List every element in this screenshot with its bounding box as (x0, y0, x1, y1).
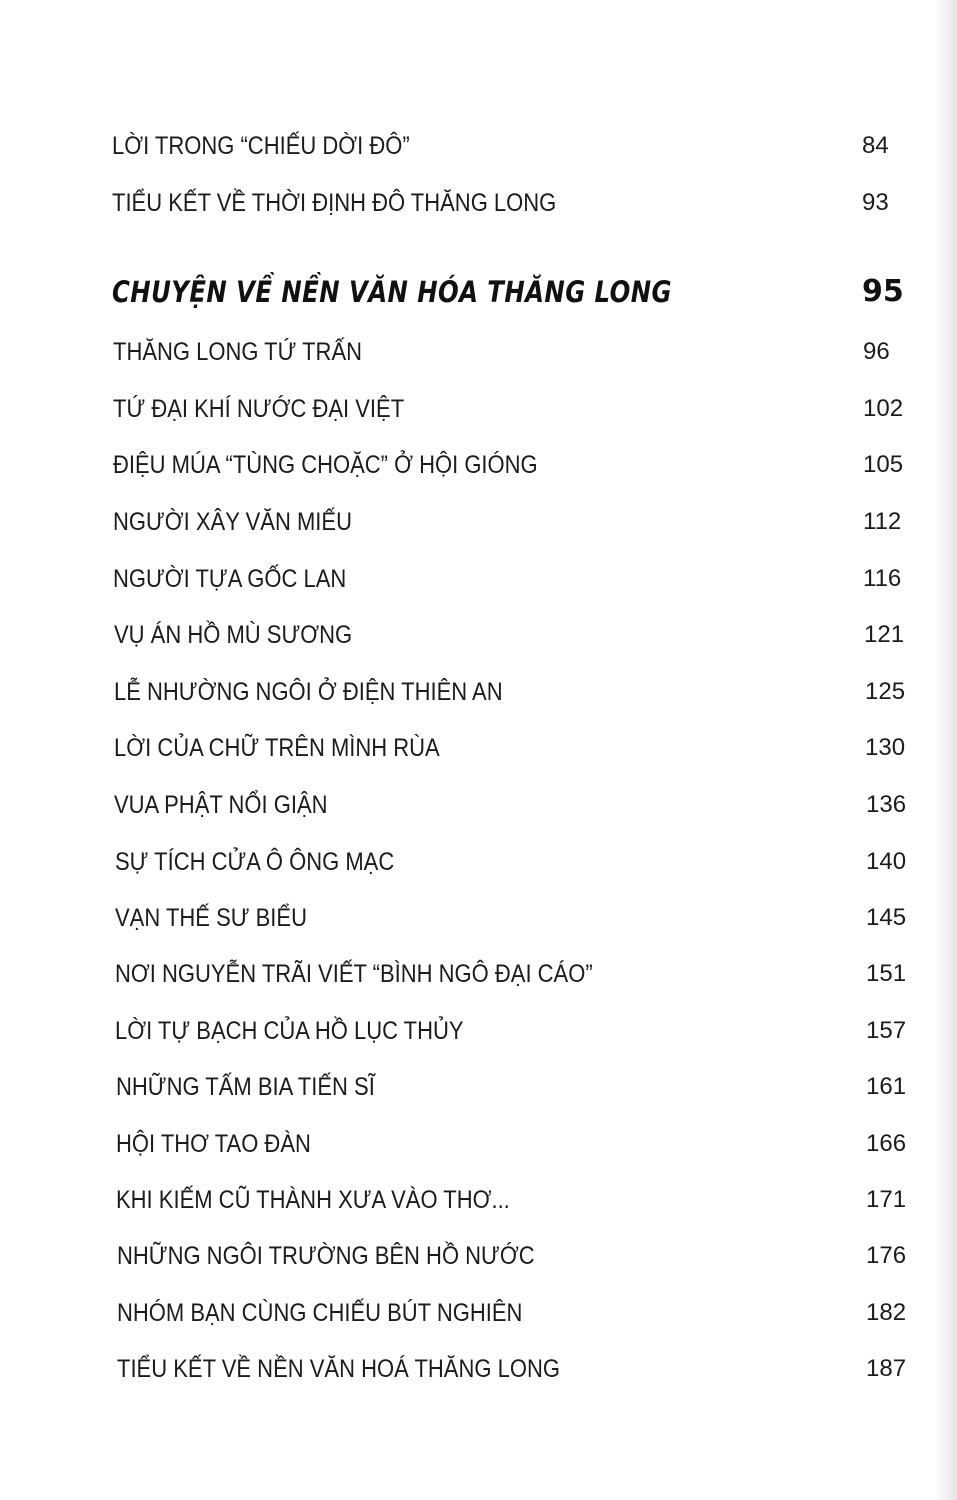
toc-entry[interactable] (113, 559, 913, 599)
toc-entry[interactable] (116, 1180, 916, 1220)
toc-section-title: CHUYỆN VỀ NỀN VĂN HÓA THĂNG LONG (112, 275, 672, 309)
toc-entry-page: 145 (866, 904, 907, 931)
toc-entry-title: THĂNG LONG TỨ TRẤN (113, 338, 363, 366)
toc-entry-title: NHỮNG TẤM BIA TIẾN SĨ (116, 1073, 375, 1101)
toc-entry[interactable] (115, 842, 915, 882)
toc-entry[interactable] (116, 1124, 916, 1164)
toc-entry-title: NGƯỜI TỰA GỐC LAN (113, 565, 347, 593)
toc-entry-title: LỜI TỰ BẠCH CỦA HỒ LỤC THỦY (115, 1017, 464, 1045)
toc-entry-title: NGƯỜI XÂY VĂN MIẾU (113, 508, 352, 536)
toc-entry-page: 187 (866, 1355, 907, 1382)
toc-entry[interactable] (114, 615, 914, 655)
toc-entry-page: 121 (864, 621, 905, 648)
toc-entry-page: 157 (866, 1017, 907, 1044)
toc-entry-page: 166 (866, 1130, 907, 1157)
toc-entry-title: TỨ ĐẠI KHÍ NƯỚC ĐẠI VIỆT (113, 395, 405, 423)
toc-section-page: 95 (862, 274, 904, 309)
toc-entry-title: SỰ TÍCH CỬA Ô ÔNG MẠC (115, 848, 395, 876)
toc-entry[interactable] (113, 445, 913, 485)
toc-entry[interactable] (117, 1236, 917, 1276)
toc-entry-title: HỘI THƠ TAO ĐÀN (116, 1130, 311, 1158)
toc-entry-page: 176 (866, 1242, 907, 1269)
toc-entry[interactable] (113, 332, 913, 372)
toc-entry-title: NHÓM BẠN CÙNG CHIẾU BÚT NGHIÊN (117, 1299, 523, 1327)
toc-entry[interactable] (114, 672, 914, 712)
toc-entry[interactable] (113, 502, 913, 542)
toc-entry-page: 140 (866, 848, 907, 875)
toc-entry[interactable] (112, 126, 912, 166)
toc-entry-page: 136 (866, 791, 907, 818)
toc-entry[interactable] (115, 898, 915, 938)
toc-entry-page: 93 (862, 189, 889, 216)
toc-entry-title: VỤ ÁN HỒ MÙ SƯƠNG (114, 621, 353, 649)
toc-entry[interactable] (115, 1011, 915, 1051)
toc-entry-page: 151 (866, 960, 907, 987)
toc-entry[interactable] (112, 183, 912, 223)
toc-entry[interactable] (114, 728, 914, 768)
toc-entry[interactable] (116, 1067, 916, 1107)
toc-entry-title: LỄ NHƯỜNG NGÔI Ở ĐIỆN THIÊN AN (114, 678, 503, 706)
toc-entry-page: 130 (865, 734, 906, 761)
toc-entry[interactable] (117, 1349, 917, 1389)
toc-entry-page: 96 (863, 338, 890, 365)
toc-entry-title: LỜI TRONG “CHIẾU DỜI ĐÔ” (112, 132, 410, 160)
toc-entry-page: 105 (863, 451, 904, 478)
toc-entry-title: TIỂU KẾT VỀ NỀN VĂN HOÁ THĂNG LONG (117, 1355, 560, 1383)
toc-entry-page: 125 (865, 678, 906, 705)
toc-entry-page: 161 (866, 1073, 907, 1100)
toc-entry-title: LỜI CỦA CHỮ TRÊN MÌNH RÙA (114, 734, 440, 762)
toc-entry[interactable] (117, 1293, 917, 1333)
toc-entry[interactable] (114, 785, 914, 825)
toc-entry-page: 182 (866, 1299, 907, 1326)
toc-entry-page: 171 (866, 1186, 907, 1213)
toc-entry[interactable] (115, 954, 915, 994)
toc-entry[interactable] (113, 389, 913, 429)
toc-entry-title: NHỮNG NGÔI TRƯỜNG BÊN HỒ NƯỚC (117, 1242, 535, 1270)
toc-entry-page: 84 (862, 132, 889, 159)
toc-entry-title: ĐIỆU MÚA “TÙNG CHOẶC” Ở HỘI GIÓNG (113, 451, 538, 479)
toc-entry-page: 116 (863, 565, 902, 592)
toc-entry-title: KHI KIẾM CŨ THÀNH XƯA VÀO THƠ... (116, 1186, 510, 1214)
toc-entry-title: TIỂU KẾT VỀ THỜI ĐỊNH ĐÔ THĂNG LONG (112, 189, 557, 217)
toc-section-heading[interactable] (112, 272, 912, 312)
toc-entry-title: NƠI NGUYỄN TRÃI VIẾT “BÌNH NGÔ ĐẠI CÁO” (115, 960, 593, 988)
toc-entry-page: 112 (863, 508, 902, 535)
toc-entry-title: VẠN THẾ SƯ BIỂU (115, 904, 307, 932)
toc-entry-title: VUA PHẬT NỔI GIẬN (114, 791, 328, 819)
toc-entry-page: 102 (863, 395, 904, 422)
